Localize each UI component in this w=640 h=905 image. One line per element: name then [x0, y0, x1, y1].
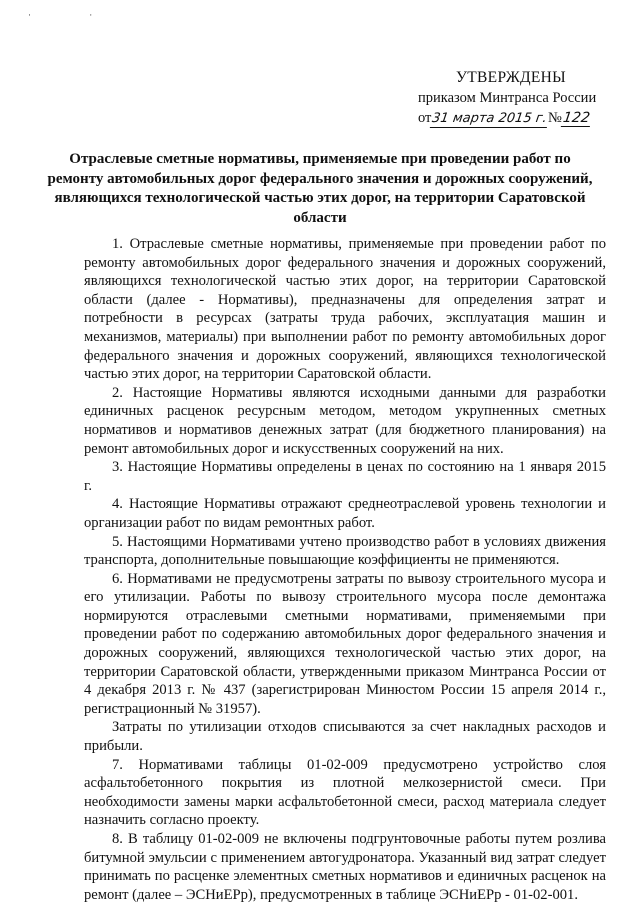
paragraph-7: 7. Нормативами таблицы 01-02-009 предусмотрено устройство слоя асфальтобетонного покрытия из плотной мелкозернистой смеси. При необходимости замены марки асфальтобетонной смеси, расход материала следует назначить согласно проекту.	[84, 756, 606, 829]
paragraph-2: 2. Настоящие Нормативы являются исходными данными для разработки единичных расценок ресурсным методом, методом укрупненных сметных нормативов и нормативов денежных затрат (для бюджетного планирования) на ремонт автомобильных дорог и искусственных сооружений на них.	[84, 384, 606, 457]
approved-label: УТВЕРЖДЕНЫ	[456, 69, 566, 86]
paragraph-6: 6. Нормативами не предусмотрены затраты по вывозу строительного мусора и его утилизации. Работы по вывозу строительного мусора после демонтажа нормируются отраслевыми сметными нормативами, применяемыми при проведении работ по содержанию автомобильных дорог федерального значения и дорожных сооружений, являющихся технологической частью этих дорог, на территории Саратовской области, утвержденными приказом Минтранса России от 4 декабря 2013 г. № 437 (зарегистрирован Минюстом России 15 апреля 2014 г., регистрационный № 31957).	[84, 570, 606, 717]
document-body	[84, 235, 606, 904]
paragraph-6-costs: Затраты по утилизации отходов списываются за счет накладных расходов и прибыли.	[84, 719, 606, 755]
scan-artifacts: · ·	[28, 10, 121, 20]
date-line	[418, 108, 618, 128]
approval-block	[418, 68, 618, 128]
handwritten-date: 31 марта 2015 г.	[431, 111, 549, 126]
handwritten-number: 122	[561, 110, 591, 126]
paragraph-3: 3. Настоящие Нормативы определены в ценах по состоянию на 1 января 2015 г.	[84, 459, 606, 494]
paragraph-8: 8. В таблицу 01-02-009 не включены подгрунтовочные работы путем розлива битумной эмульсии с применением автогудронатора. Указанный вид затрат следует принимать по расценке элементных сметных нормативов и единичных расценок на ремонт (далее – ЭСНиЕРр), предусмотренных в таблице ЭСНиЕРр - 01-02-001.	[84, 831, 606, 903]
order-text: приказом Минтранса России	[418, 90, 597, 106]
date-prefix: от	[418, 110, 432, 126]
paragraph-4: 4. Настоящие Нормативы отражают среднеотраслевой уровень технологии и организации работ по видам ремонтных работ.	[84, 496, 606, 531]
number-prefix: №	[547, 110, 562, 126]
document-title: Отраслевые сметные нормативы, применяемые при проведении работ по ремонту автомобильных дорог федерального значения и дорожных сооружений, являющихся технологической частью этих дорог, на территории Саратовской области	[47, 151, 593, 226]
paragraph-5: 5. Настоящими Нормативами учтено производство работ в условиях движения транспорта, дополнительные повышающие коэффициенты не применяются.	[84, 533, 606, 569]
paragraph-1: 1. Отраслевые сметные нормативы, применяемые при проведении работ по ремонту автомобильных дорог федерального значения и дорожных сооружений, являющихся технологической частью этих дорог, на территории Саратовской области (далее - Нормативы), предназначены для определения затрат и потребности в ресурсах (затраты труда рабочих, эксплуатация машин и механизмов, материалы) при выполнении работ по ремонту автомобильных дорог федерального значения и дорожных сооружений, являющихся технологической частью этих дорог, на территории Саратовской области.	[84, 236, 606, 383]
